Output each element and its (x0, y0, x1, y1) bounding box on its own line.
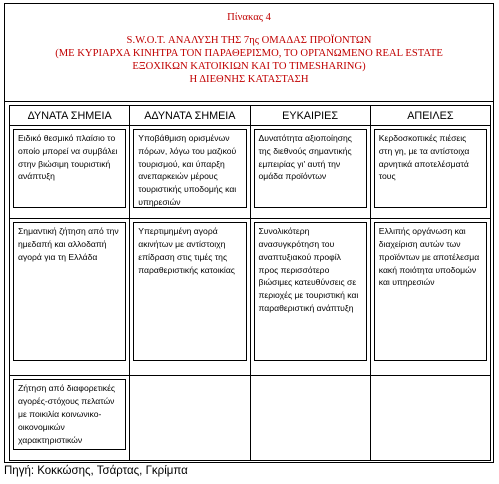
cell-weakness-2: Υπερτιμημένη αγορά ακινήτων με αντίστοιχη επίδραση στις τιμές της παραθεριστικής κατοικίας (133, 222, 246, 361)
header-opportunities: ΕΥΚΑΙΡΙΕΣ (250, 106, 370, 126)
cell-weakness-1: Υποβάθμιση ορισμένων πόρων, λόγω του μαζικού τουρισμού, και ύπαρξη ανεπαρκειών μέρους τουριστικής υποδομής και υπηρεσιών (133, 129, 246, 208)
cell-threat-3 (374, 379, 487, 450)
header-strengths: ΔΥΝΑΤΑ ΣΗΜΕΙΑ (10, 106, 130, 126)
title-line-2: (ΜΕ ΚΥΡΙΑΡΧΑ ΚΙΝΗΤΡΑ ΤΟΝ ΠΑΡΑΘΕΡΙΣΜΟ, ΤΟ ΟΡΓΑΝΩΜΕΝΟ REAL ESTATE (55, 48, 443, 59)
cell-threat-1: Κερδοσκοπικές πιέσεις στη γη, με τα αντίστοιχα αρνητικά αποτελέσματά τους (374, 129, 487, 208)
title-line-1: S.W.O.T. ΑΝΑΛΥΣΗ ΤΗΣ 7ης ΟΜΑΔΑΣ ΠΡΟΪΟΝΤΩΝ (126, 35, 372, 46)
title-line-4: Η ΔΙΕΘΝΗΣ ΚΑΤΑΣΤΑΣΗ (189, 74, 309, 85)
cell-opportunity-2: Συνολικότερη ανασυγκρότηση του αναπτυξιακού προφίλ προς περισσότερο βιώσιμες κατευθύνσεις σε περιοχές με τουριστική και παραθεριστική ανάπτυξη (254, 222, 367, 361)
cell-weakness-3 (133, 379, 246, 450)
header-threats: ΑΠΕΙΛΕΣ (370, 106, 490, 126)
header-weaknesses: ΑΔΥΝΑΤΑ ΣΗΜΕΙΑ (130, 106, 250, 126)
table-number: Πίνακας 4 (227, 12, 271, 23)
title-line-3: ΕΞΟΧΙΚΩΝ ΚΑΤΟΙΚΙΩΝ ΚΑΙ ΤΟ TIMESHARING) (132, 61, 366, 72)
table-row (10, 126, 491, 219)
swot-table-frame (4, 3, 494, 463)
cell-opportunity-1: Δυνατότητα αξιοποίησης της διεθνούς σημαντικής εμπειρίας γι' αυτή την ομάδα προϊόντων (254, 129, 367, 208)
cell-threat-2: Ελλιπής οργάνωση και διαχείριση αυτών των προϊόντων με αποτέλεσμα κακή ποιότητα υποδομών και υπηρεσιών (374, 222, 487, 361)
table-title-block (5, 4, 493, 102)
table-row (10, 376, 491, 461)
cell-strength-1: Ειδικό θεσμικό πλαίσιο το οποίο μπορεί να συμβάλει στην βιώσιμη τουριστική ανάπτυξη (13, 129, 126, 208)
cell-strength-2: Σημαντική ζήτηση από την ημεδαπή και αλλοδαπή αγορά για τη Ελλάδα (13, 222, 126, 361)
cell-strength-3: Ζήτηση από διαφορετικές αγορές-στόχους πελατών με ποικιλία κοινωνικο-οικονομικών χαρακτηριστικών (13, 379, 126, 450)
swot-table (9, 105, 491, 461)
source-caption: Πηγή: Κοκκώσης, Τσάρτας, Γκρίμπα (4, 465, 188, 477)
header-row (10, 106, 491, 126)
table-row (10, 219, 491, 376)
cell-opportunity-3 (254, 379, 367, 450)
